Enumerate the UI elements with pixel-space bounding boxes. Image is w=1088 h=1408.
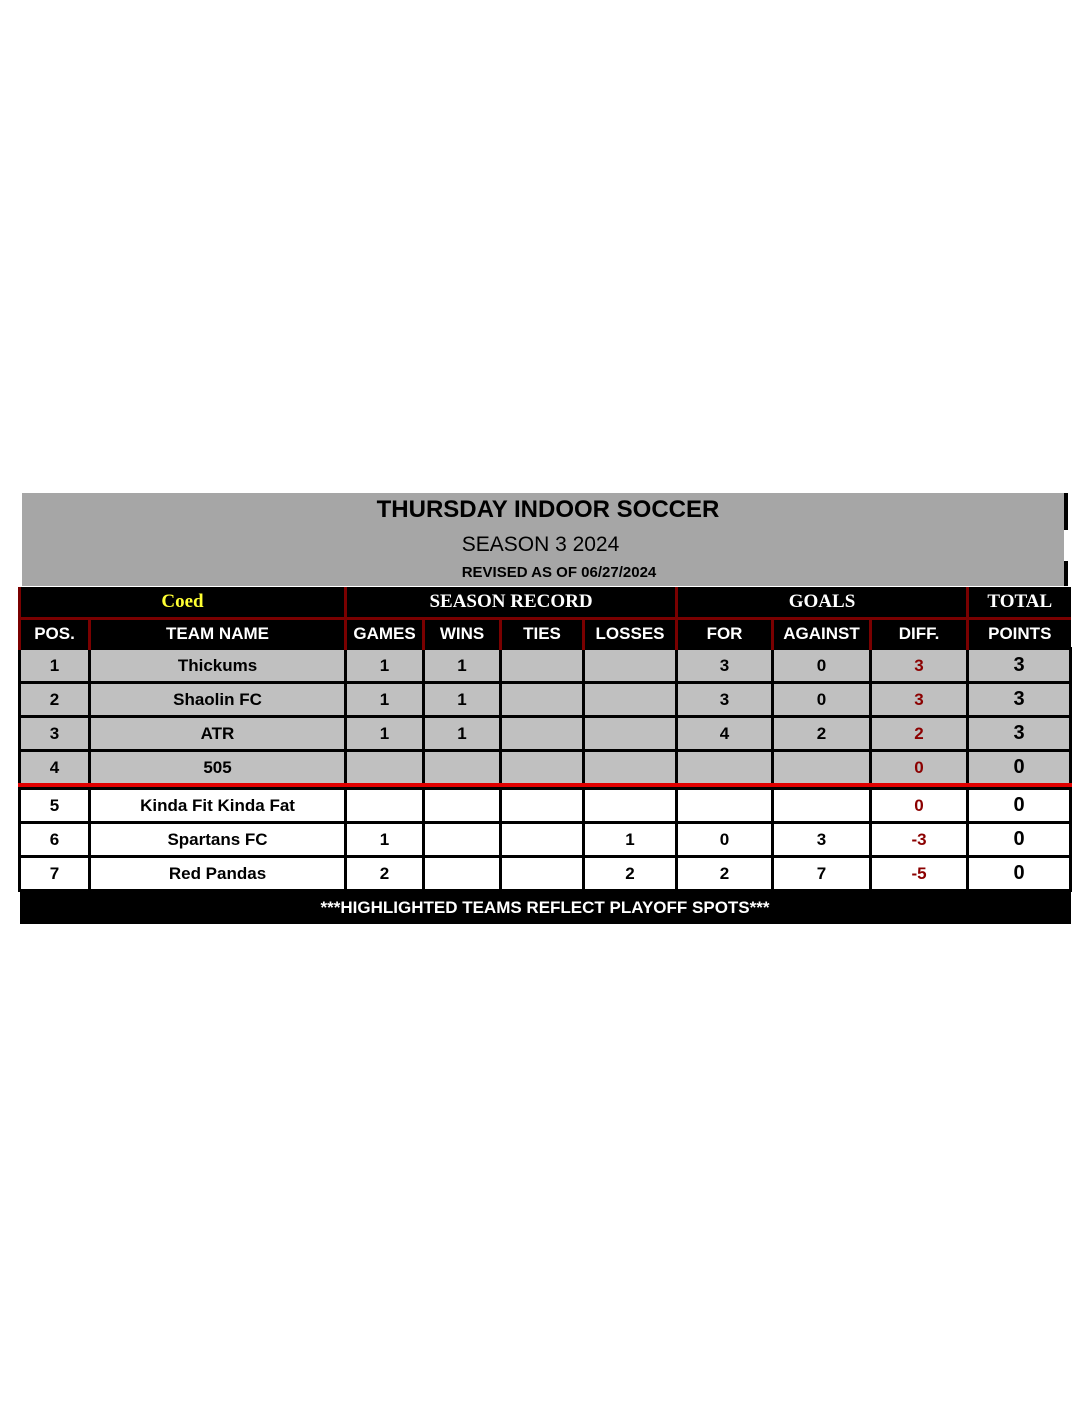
header-wins: WINS [424,619,501,649]
table-row [20,751,1071,786]
season-label: SEASON 3 2024 [461,533,620,556]
cell-pos: 3 [20,717,90,751]
cell-for [677,789,773,823]
cell-wins: 1 [424,717,501,751]
cell-against [773,751,871,786]
header-team-name: TEAM NAME [90,619,346,649]
cell-pos: 1 [20,649,90,683]
cell-pos: 6 [20,823,90,857]
cell-ties [501,823,584,857]
cell-losses [584,717,677,751]
cell-team: Thickums [90,649,346,683]
league-title: THURSDAY INDOOR SOCCER [376,496,720,523]
table-row [20,789,1071,823]
cell-points: 3 [968,649,1071,683]
header-points: POINTS [968,619,1071,649]
cell-diff: 3 [871,683,968,717]
cell-diff: 0 [871,751,968,786]
cell-ties [501,649,584,683]
cell-ties [501,789,584,823]
revised-date: REVISED AS OF 06/27/2024 [461,564,657,581]
cell-losses [584,751,677,786]
header-against: AGAINST [773,619,871,649]
table-row [20,717,1071,751]
cell-ties [501,857,584,891]
goals-label: GOALS [677,587,968,619]
footer-note: ***HIGHLIGHTED TEAMS REFLECT PLAYOFF SPOTS*** [20,891,1071,925]
cell-losses: 2 [584,857,677,891]
cell-games: 1 [346,717,424,751]
footer-row [20,891,1071,925]
cell-games: 2 [346,857,424,891]
cell-diff: 2 [871,717,968,751]
table-row [20,823,1071,857]
cell-team: Shaolin FC [90,683,346,717]
cell-games [346,751,424,786]
group-header-row [20,587,1071,619]
cell-pos: 7 [20,857,90,891]
cell-losses [584,649,677,683]
cell-losses [584,683,677,717]
cell-for: 4 [677,717,773,751]
cell-team: ATR [90,717,346,751]
cell-against: 7 [773,857,871,891]
cell-losses [584,789,677,823]
cell-points: 3 [968,683,1071,717]
cell-against: 0 [773,683,871,717]
cell-points: 0 [968,857,1071,891]
cell-for: 3 [677,683,773,717]
cell-team: Red Pandas [90,857,346,891]
table-row [20,683,1071,717]
cell-pos: 5 [20,789,90,823]
cell-wins: 1 [424,649,501,683]
division-label: Coed [20,587,346,619]
cell-pos: 4 [20,751,90,786]
cell-games [346,789,424,823]
header-diff: DIFF. [871,619,968,649]
header-losses: LOSSES [584,619,677,649]
cell-wins [424,857,501,891]
header-games: GAMES [346,619,424,649]
cell-wins: 1 [424,683,501,717]
cell-against: 0 [773,649,871,683]
cell-diff: 0 [871,789,968,823]
standings-table [18,587,1072,924]
header-for: FOR [677,619,773,649]
cell-losses: 1 [584,823,677,857]
cell-wins [424,823,501,857]
cell-team: Spartans FC [90,823,346,857]
cell-team: Kinda Fit Kinda Fat [90,789,346,823]
cell-wins [424,751,501,786]
header-ties: TIES [501,619,584,649]
cell-diff: -5 [871,857,968,891]
cell-ties [501,717,584,751]
cell-points: 0 [968,789,1071,823]
header-pos: POS. [20,619,90,649]
cell-against [773,789,871,823]
column-header-row [20,619,1071,649]
cell-points: 3 [968,717,1071,751]
cell-team: 505 [90,751,346,786]
cell-for: 3 [677,649,773,683]
cell-ties [501,683,584,717]
total-label: TOTAL [968,587,1071,619]
cell-for: 0 [677,823,773,857]
season-record-label: SEASON RECORD [346,587,677,619]
cell-against: 3 [773,823,871,857]
cell-against: 2 [773,717,871,751]
cell-games: 1 [346,683,424,717]
cell-ties [501,751,584,786]
cell-for: 2 [677,857,773,891]
cell-games: 1 [346,649,424,683]
cell-points: 0 [968,751,1071,786]
cell-for [677,751,773,786]
table-row [20,649,1071,683]
cell-games: 1 [346,823,424,857]
cell-points: 0 [968,823,1071,857]
cell-diff: -3 [871,823,968,857]
table-row [20,857,1071,891]
cell-wins [424,789,501,823]
cell-diff: 3 [871,649,968,683]
cell-pos: 2 [20,683,90,717]
